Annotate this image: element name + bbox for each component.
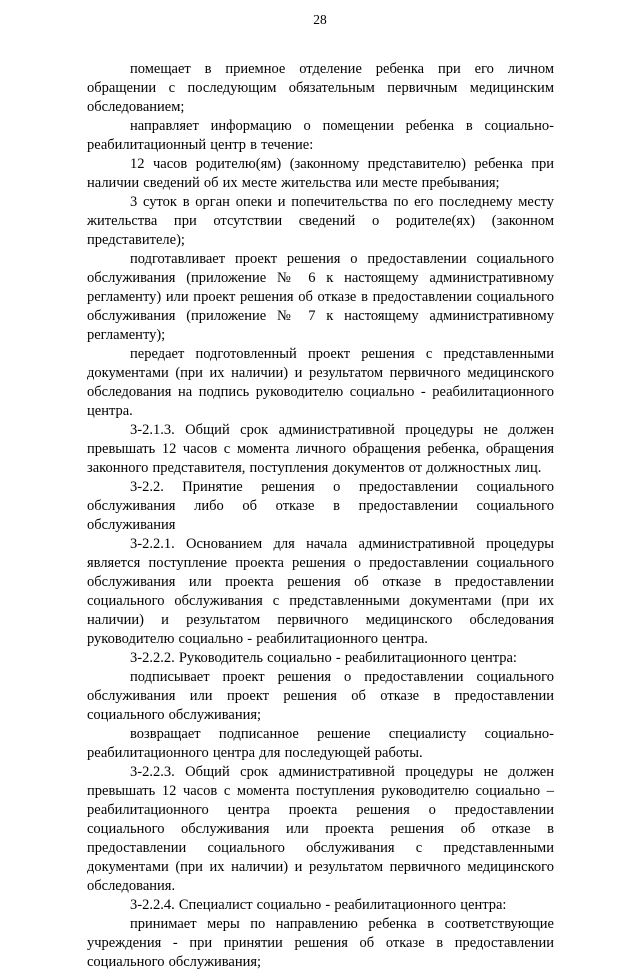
paragraph: передает подготовленный проект решения с представленными документами (при их наличии) и результатом первичного медицинского обследования на подпись руководителю социально - реабилитационного центра. <box>87 346 554 419</box>
paragraph: принимает меры по направлению ребенка в соответствующие учреждения - при принятии решения об отказе в предоставлении социального обслуживания; <box>87 916 554 970</box>
paragraph: 3-2.2.2. Руководитель социально - реабилитационного центра: <box>130 650 517 666</box>
paragraph: 3-2.2.4. Специалист социально - реабилитационного центра: <box>130 897 507 913</box>
document-body <box>87 60 554 972</box>
paragraph: 3-2.2. Принятие решения о предоставлении социального обслуживания либо об отказе в предоставлении социального обслуживания <box>87 479 554 533</box>
paragraph: подписывает проект решения о предоставлении социального обслуживания или проект решения об отказе в предоставлении социального обслуживания; <box>87 669 554 723</box>
paragraph: 12 часов родителю(ям) (законному представителю) ребенка при наличии сведений об их месте жительства или месте пребывания; <box>87 156 554 191</box>
paragraph: 3-2.1.3. Общий срок административной процедуры не должен превышать 12 часов с момента личного обращения ребенка, обращения законного представителя, поступления документов от должностных лиц. <box>87 422 554 476</box>
paragraph: возвращает подписанное решение специалисту социально-реабилитационного центра для последующей работы. <box>87 726 554 761</box>
paragraph: 3-2.2.3. Общий срок административной процедуры не должен превышать 12 часов с момента поступления руководителю социально – реабилитационного центра проекта решения о предоставлении социального обслуживания или проекта решения об отказе в предоставлении социального обслуживания с представленными документами (при их наличии) и результатом первичного медицинского обследования. <box>87 764 554 894</box>
paragraph: направляет информацию о помещении ребенка в социально-реабилитационный центр в течение: <box>87 118 554 153</box>
paragraph: 3 суток в орган опеки и попечительства по его последнему месту жительства при отсутствии сведений о родителе(ях) (законном представителе); <box>87 194 554 248</box>
paragraph: помещает в приемное отделение ребенка при его личном обращении с последующим обязательным первичным медицинским обследованием; <box>87 61 554 115</box>
page-number: 28 <box>313 12 327 27</box>
paragraph: 3-2.2.1. Основанием для начала административной процедуры является поступление проекта решения о предоставлении социального обслуживания или проекта решения об отказе в предоставлении социального обслуживания с представленными документами (при их наличии) и результатом первичного медицинского обследования руководителю социально - реабилитационного центра. <box>87 536 554 647</box>
paragraph: подготавливает проект решения о предоставлении социального обслуживания (приложение № 6 к настоящему административному регламенту) или проект решения об отказе в предоставлении социального обслуживания (приложение № 7 к настоящему административному регламенту); <box>87 251 554 343</box>
